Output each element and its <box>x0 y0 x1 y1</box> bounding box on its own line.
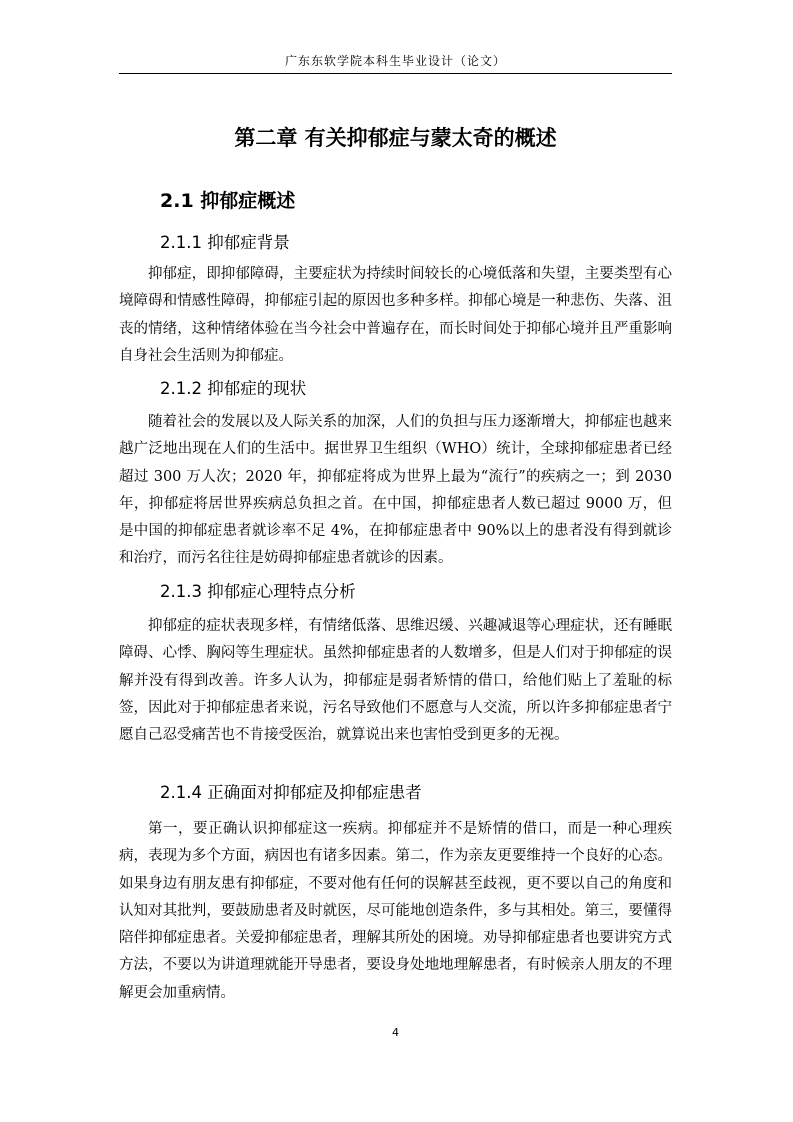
paragraph-2-1-2: 随着社会的发展以及人际关系的加深，人们的负担与压力逐渐增大，抑郁症也越来越广泛地出现在人们的生活中。据世界卫生组织（WHO）统计，全球抑郁症患者已经超过 300 万人次；2020 年，抑郁症将成为世界上最为“流行”的疾病之一；到 2030 年，抑郁症将居世界疾病总负担之首。在中国，抑郁症患者人数已超过 9000 万，但是中国的抑郁症患者就诊率不足 4%，在抑郁症患者中 90%以上的患者没有得到就诊和治疗，而污名往往是妨碍抑郁症患者就诊的因素。 <box>119 414 672 567</box>
paragraph-2-1-3: 抑郁症的症状表现多样，有情绪低落、思维迟缓、兴趣减退等心理症状，还有睡眠障碍、心悸、胸闷等生理症状。虽然抑郁症患者的人数增多，但是人们对于抑郁症的误解并没有得到改善。许多人认为，抑郁症是弱者矫情的借口，给他们贴上了羞耻的标签，因此对于抑郁症患者来说，污名导致他们不愿意与人交流，所以许多抑郁症患者宁愿自己忍受痛苦也不肯接受医治，就算说出来也害怕受到更多的无视。 <box>119 618 672 744</box>
subsection-title-2-1-3: 2.1.3 抑郁症心理特点分析 <box>160 582 356 601</box>
header-divider <box>119 73 672 74</box>
page-number: 4 <box>392 1026 399 1039</box>
paragraph-2-1-4: 第一，要正确认识抑郁症这一疾病。抑郁症并不是矫情的借口，而是一种心理疾病，表现为多个方面，病因也有诸多因素。第二，作为亲友更要维持一个良好的心态。如果身边有朋友患有抑郁症，不要对他有任何的误解甚至歧视，更不要以自己的角度和认知对其批判，要鼓励患者及时就医，尽可能地创造条件，多与其相处。第三，要懂得陪伴抑郁症患者。关爱抑郁症患者，理解其所处的困境。劝导抑郁症患者也要讲究方式方法，不要以为讲道理就能开导患者，要设身处地地理解患者，有时候亲人朋友的不理解更会加重病情。 <box>119 821 672 1001</box>
section-title: 2.1 抑郁症概述 <box>160 190 296 212</box>
paragraph-2-1-1: 抑郁症，即抑郁障碍，主要症状为持续时间较长的心境低落和失望，主要类型有心境障碍和情感性障碍，抑郁症引起的原因也多种多样。抑郁心境是一种悲伤、失落、沮丧的情绪，这种情绪体验在当今社会中普遍存在，而长时间处于抑郁心境并且严重影响自身社会生活则为抑郁症。 <box>119 266 672 364</box>
page-header: 广东东软学院本科生毕业设计（论文） <box>284 54 506 68</box>
subsection-title-2-1-2: 2.1.2 抑郁症的现状 <box>160 379 307 398</box>
chapter-title: 第二章 有关抑郁症与蒙太奇的概述 <box>234 126 557 150</box>
subsection-title-2-1-4: 2.1.4 正确面对抑郁症及抑郁症患者 <box>160 783 422 802</box>
subsection-title-2-1-1: 2.1.1 抑郁症背景 <box>160 233 290 252</box>
